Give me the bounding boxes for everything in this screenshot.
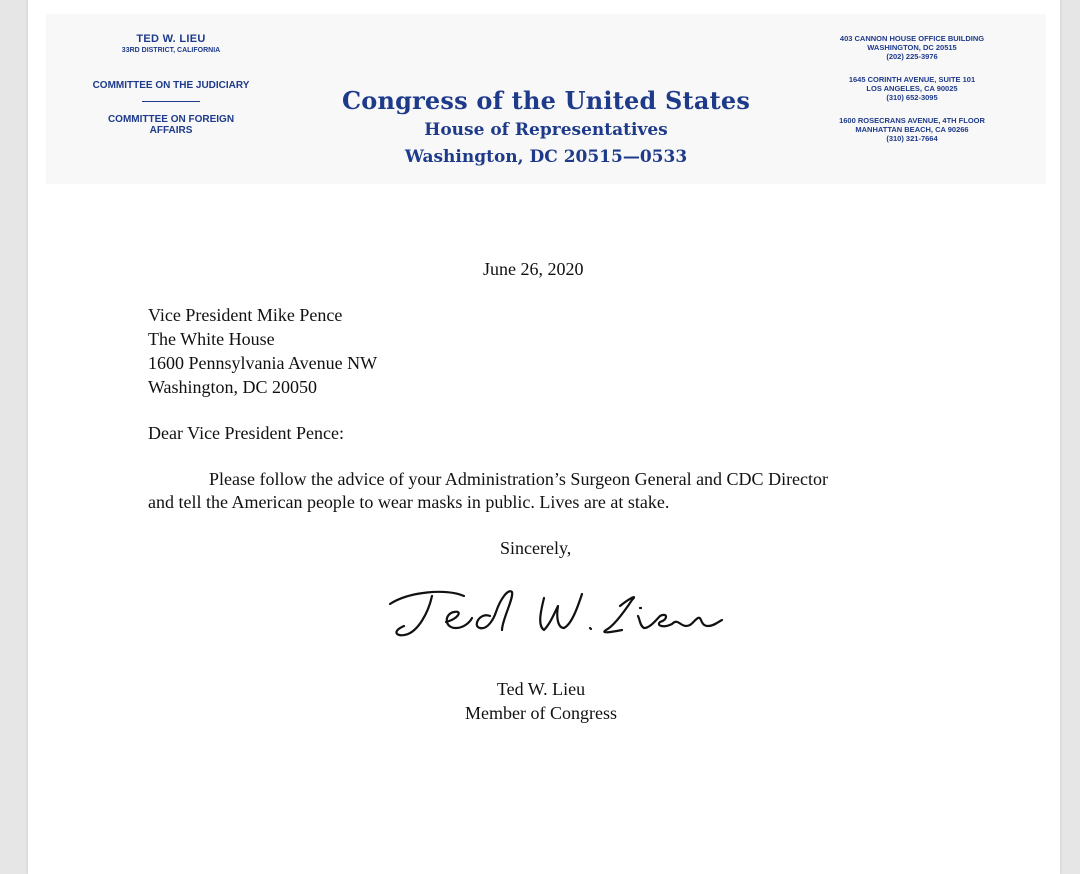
letterhead-city: Washington, DC 20515—0533 — [404, 147, 688, 167]
signature-block — [428, 677, 654, 725]
salutation: Dear Vice President Pence: — [148, 423, 345, 443]
committee-judiciary: COMMITTEE ON THE JUDICIARY — [92, 80, 250, 91]
body-line: and tell the American people to wear masks in public. Lives are at stake. — [148, 492, 670, 512]
letterhead-center — [306, 86, 786, 170]
closing: Sincerely, — [500, 538, 572, 558]
letter-body — [148, 468, 828, 514]
letterhead — [46, 14, 1046, 184]
recipient-address — [148, 304, 377, 400]
signer-name: Ted W. Lieu — [496, 679, 586, 699]
signer-title: Member of Congress — [465, 703, 617, 723]
member-name: TED W. LIEU — [136, 33, 206, 45]
recipient-city: Washington, DC 20050 — [148, 377, 318, 397]
handwritten-signature — [368, 574, 728, 654]
office-phone: (202) 225-3976 — [886, 52, 938, 61]
letter-page — [28, 0, 1060, 874]
letterhead-left-column — [86, 32, 256, 136]
office-washington — [812, 34, 1012, 61]
letter-date: June 26, 2020 — [483, 259, 584, 279]
letterhead-title: Congress of the United States — [341, 86, 751, 115]
member-district: 33RD DISTRICT, CALIFORNIA — [121, 47, 221, 54]
letterhead-subtitle: House of Representatives — [424, 120, 668, 140]
committee-foreign-affairs: COMMITTEE ON FOREIGN AFFAIRS — [107, 114, 235, 136]
office-city-line: LOS ANGELES, CA 90025 — [866, 84, 958, 93]
committee-divider — [142, 101, 200, 102]
office-address-line: 1645 CORINTH AVENUE, SUITE 101 — [848, 75, 976, 84]
office-address-line: 403 CANNON HOUSE OFFICE BUILDING — [839, 34, 985, 43]
office-los-angeles — [812, 75, 1012, 102]
office-address-line: 1600 ROSECRANS AVENUE, 4TH FLOOR — [839, 116, 985, 125]
recipient-organization: The White House — [148, 329, 275, 349]
office-city-line: WASHINGTON, DC 20515 — [867, 43, 957, 52]
office-manhattan-beach — [812, 116, 1012, 143]
office-phone: (310) 321-7664 — [886, 134, 938, 143]
office-phone: (310) 652-3095 — [886, 93, 938, 102]
recipient-name: Vice President Mike Pence — [148, 305, 343, 325]
office-city-line: MANHATTAN BEACH, CA 90266 — [855, 125, 969, 134]
recipient-street: 1600 Pennsylvania Avenue NW — [148, 353, 378, 373]
body-line: Please follow the advice of your Administration’s Surgeon General and CDC Director — [209, 469, 829, 489]
letterhead-offices — [812, 34, 1012, 157]
